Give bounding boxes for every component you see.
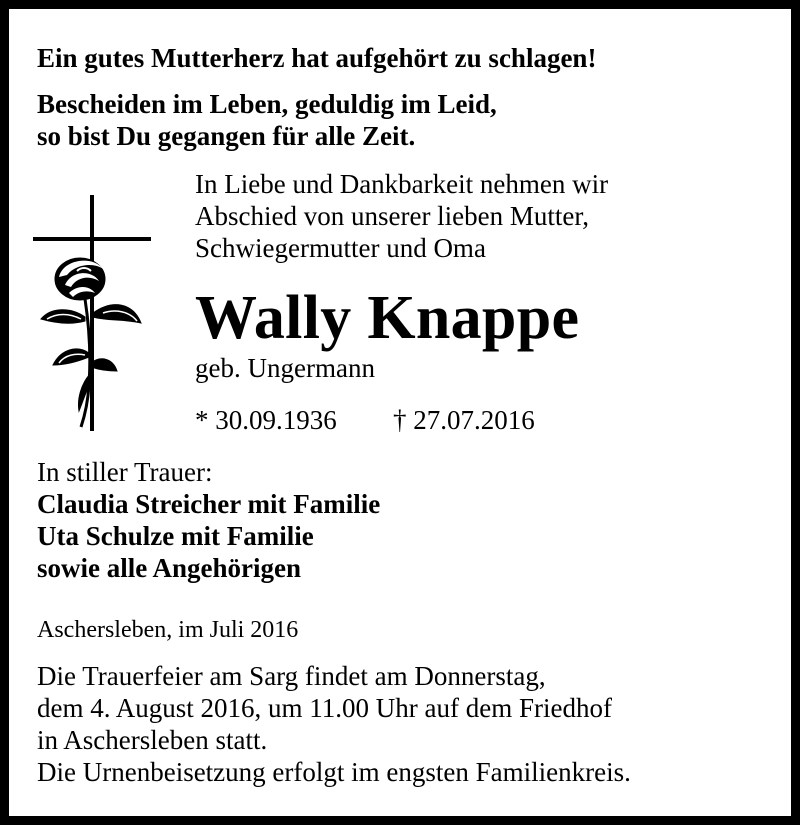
intro-line-3: Schwiegermutter und Oma <box>195 233 486 263</box>
mourner-name: Uta Schulze mit Familie <box>37 521 314 551</box>
death-date: † 27.07.2016 <box>393 405 535 435</box>
intro-line-2: Abschied von unserer lieben Mutter, <box>195 201 590 231</box>
deceased-name: Wally Knappe <box>195 284 580 352</box>
epigraph-line-3: so bist Du gegangen für alle Zeit. <box>37 121 416 151</box>
service-line-3: in Aschersleben statt. <box>37 725 268 755</box>
cross-with-rose-icon <box>33 195 151 431</box>
place-date: Aschersleben, im Juli 2016 <box>37 617 299 643</box>
birth-date: * 30.09.1936 <box>195 405 337 435</box>
service-line-1: Die Trauerfeier am Sarg findet am Donnerstag, <box>37 661 546 691</box>
mourner-name: sowie alle Angehörigen <box>37 553 301 583</box>
epigraph-line-2: Bescheiden im Leben, geduldig im Leid, <box>37 89 497 119</box>
mourner-name: Claudia Streicher mit Familie <box>37 489 381 519</box>
service-line-2: dem 4. August 2016, um 11.00 Uhr auf dem Friedhof <box>37 693 612 723</box>
epigraph-line-1: Ein gutes Mutterherz hat aufgehört zu schlagen! <box>37 43 597 73</box>
mourners-heading: In stiller Trauer: <box>37 457 213 487</box>
intro-line-1: In Liebe und Dankbarkeit nehmen wir <box>195 169 609 199</box>
service-line-4: Die Urnenbeisetzung erfolgt im engsten Familienkreis. <box>37 757 631 787</box>
birth-name: geb. Ungermann <box>195 353 375 383</box>
